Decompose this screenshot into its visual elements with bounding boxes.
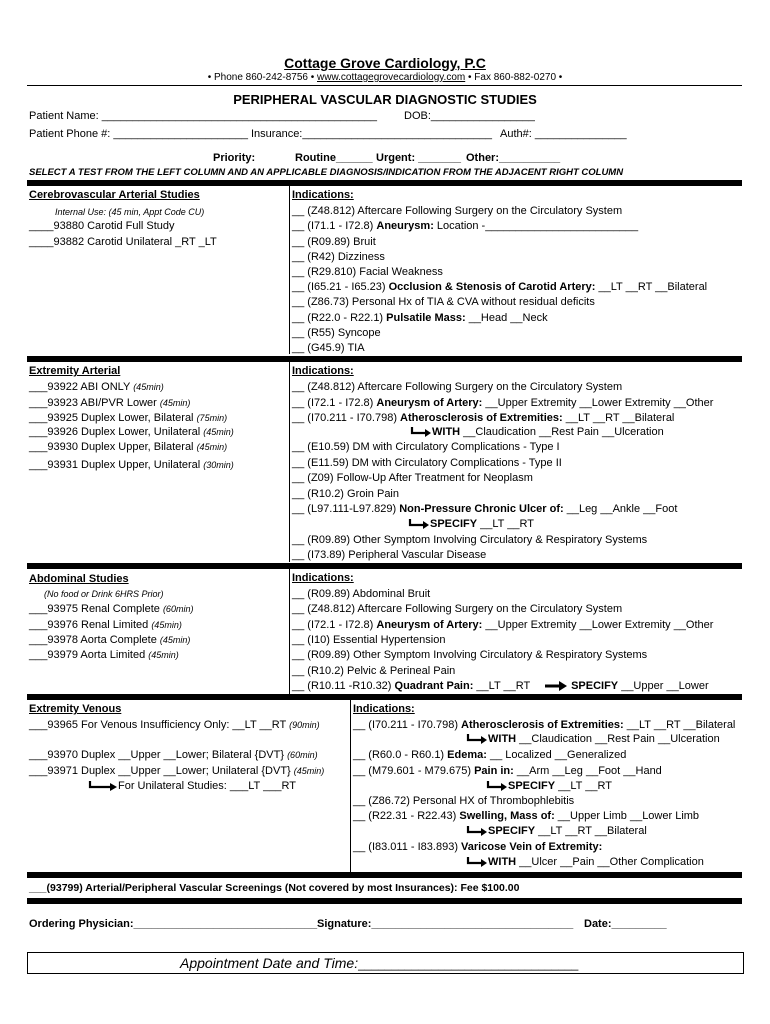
column-divider-cerebro (289, 186, 290, 354)
cerebro-ind-tia[interactable]: __ (G45.9) TIA (292, 342, 365, 354)
venous-ind-varicose[interactable] (353, 840, 602, 854)
test-93978-label: ___93978 Aorta Complete (29, 634, 160, 646)
cerebro-ind-mass-code: __ (R22.0 - R22.1) (292, 312, 387, 324)
venous-ind-varicose-with[interactable] (466, 855, 704, 869)
cerebro-ind-facial-weakness[interactable]: __ (R29.810) Facial Weakness (292, 266, 443, 278)
arterial-ind-with-options: __Claudication __Rest Pain __Ulceration (460, 426, 664, 438)
test-93979-label: ___93979 Aorta Limited (29, 649, 149, 661)
test-93931-label: ___93931 Duplex Upper, Unilateral (29, 459, 204, 471)
test-93971[interactable] (29, 764, 324, 778)
cerebro-ind-syncope[interactable]: __ (R55) Syncope (292, 327, 381, 339)
section-divider-top (27, 180, 742, 186)
abdominal-ind-quadrant-sides: __LT __RT (473, 680, 531, 692)
test-93923[interactable] (29, 396, 190, 410)
abdominal-ind-r0989[interactable]: __ (R09.89) Other Symptom Involving Circulatory & Respiratory Systems (292, 649, 648, 661)
venous-ind-athero-with[interactable] (466, 732, 720, 746)
arterial-heading: Extremity Arterial (29, 365, 121, 377)
test-93925-duration: (75min) (196, 413, 228, 423)
arterial-ind-aneurysm-code: __ (I72.1 - I72.8) (292, 397, 377, 409)
arterial-ind-athero-label: Atherosclerosis of Extremities: (400, 412, 563, 424)
abdominal-ind-quadrant-pain[interactable] (292, 679, 530, 693)
test-93965-duration: (90min) (289, 720, 320, 730)
abdominal-note: (No food or Drink 6HRS Prior) (44, 589, 164, 599)
cerebro-ind-occlusion[interactable] (292, 280, 707, 294)
abdominal-ind-aneurysm-options: __Upper Extremity __Lower Extremity __Other (482, 619, 714, 631)
abdominal-ind-aneurysm-code: __ (I72.1 - I72.8) (292, 619, 377, 631)
abdominal-ind-hypertension[interactable]: __ (I10) Essential Hypertension (292, 634, 446, 646)
arterial-ind-with-label: WITH (432, 426, 461, 438)
cerebro-ind-occlusion-label: Occlusion & Stenosis of Carotid Artery: (388, 281, 596, 293)
cerebro-ind-aneurysm-label: Aneurysm: (376, 220, 434, 232)
test-93970-duration: (60min) (287, 750, 318, 760)
cerebro-heading: Cerebrovascular Arterial Studies (29, 189, 200, 201)
cerebro-ind-mass-location: __Head __Neck (465, 312, 548, 324)
patient-phone-field[interactable]: Patient Phone #: ______________________ (29, 128, 248, 140)
venous-ind-edema-label: Edema: (447, 749, 487, 761)
abdominal-ind-specify-options: __Upper __Lower (618, 680, 709, 692)
test-93922-duration: (45min) (133, 382, 164, 392)
venous-ind-varicose-code: __ (I83.011 - I83.893) (353, 841, 462, 853)
test-93930-duration: (45min) (196, 442, 228, 452)
column-divider-abdominal (289, 569, 290, 694)
dob-field[interactable]: DOB:_________________ (404, 110, 535, 122)
venous-ind-swelling-options: __Upper Limb __Lower Limb (554, 810, 700, 822)
test-93880[interactable]: ____93880 Carotid Full Study (29, 220, 175, 232)
arterial-ind-specify-sides: __LT __RT (477, 518, 534, 530)
test-93971-unilateral[interactable] (88, 779, 296, 793)
test-93930-label: ___93930 Duplex Upper, Bilateral (29, 441, 197, 453)
patient-name-field[interactable]: Patient Name: _____________________________________________ (29, 110, 378, 122)
test-93965-label: ___93965 For Venous Insufficiency Only: __LT __RT (29, 719, 290, 731)
abdominal-ind-quadrant-specify[interactable] (544, 679, 709, 693)
arterial-ind-e1059[interactable]: __ (E10.59) DM with Circulatory Complications - Type I (292, 441, 560, 453)
cerebro-ind-pulsatile-mass[interactable] (292, 311, 548, 325)
arterial-ind-athero-code: __ (I70.211 - I70.798) (292, 412, 401, 424)
abdominal-ind-pelvic-pain[interactable]: __ (R10.2) Pelvic & Perineal Pain (292, 665, 456, 677)
column-divider-arterial (289, 362, 290, 562)
venous-ind-pain-code: __ (M79.601 - M79.675) (353, 765, 475, 777)
cerebro-ind-dizziness[interactable]: __ (R42) Dizziness (292, 251, 385, 263)
screening-93799[interactable]: ___(93799) Arterial/Peripheral Vascular Screenings (Not covered by most Insurances): Fee $100.00 (29, 882, 520, 894)
venous-ind-pain-specify-sides: __LT __RT (555, 780, 612, 792)
test-93971-unilateral-sides: For Unilateral Studies: ___LT ___RT (118, 780, 296, 792)
cerebro-ind-z48812[interactable]: __ (Z48.812) Aftercare Following Surgery on the Circulatory System (292, 205, 623, 217)
arterial-ind-specify-label: SPECIFY (430, 518, 478, 530)
arterial-ind-r0989[interactable]: __ (R09.89) Other Symptom Involving Circulatory & Respiratory Systems (292, 534, 648, 546)
venous-ind-varicose-with-label: WITH (488, 856, 517, 868)
venous-ind-swelling-specify[interactable] (466, 824, 647, 838)
abdominal-ind-quadrant-code: __ (R10.11 -R10.32) (292, 680, 395, 692)
section-divider-4 (27, 872, 742, 878)
test-93925-label: ___93925 Duplex Lower, Bilateral (29, 412, 197, 424)
cerebro-indications-heading: Indications: (292, 189, 354, 201)
venous-indications-heading: Indications: (353, 703, 415, 715)
venous-ind-athero-code: __ (I70.211 - I70.798) (353, 719, 462, 731)
priority-label: Priority: (213, 152, 256, 164)
test-93926-duration: (45min) (203, 427, 234, 437)
instruction-text: SELECT A TEST FROM THE LEFT COLUMN AND AN APPLICABLE DIAGNOSIS/INDICATION FROM THE ADJACENT RIGHT COLUMN (29, 167, 624, 178)
arterial-ind-ulcer-specify[interactable] (408, 517, 534, 531)
arterial-ind-ulcer-options: __Leg __Ankle __Foot (563, 503, 678, 515)
turn-arrow-icon (466, 857, 488, 867)
turn-arrow-icon (410, 427, 432, 437)
section-divider-2 (27, 563, 742, 569)
abdominal-ind-bruit[interactable]: __ (R09.89) Abdominal Bruit (292, 588, 431, 600)
venous-ind-thrombophlebitis[interactable]: __ (Z86.72) Personal HX of Thrombophlebitis (353, 795, 575, 807)
cerebro-ind-aneurysm-code: __ (I71.1 - I72.8) (292, 220, 377, 232)
venous-ind-varicose-with-options: __Ulcer __Pain __Other Complication (516, 856, 704, 868)
test-93975[interactable] (29, 602, 193, 616)
test-93931-duration: (30min) (203, 460, 234, 470)
signature-field[interactable]: Signature:_________________________________ (317, 918, 574, 930)
test-93978-duration: (45min) (159, 635, 191, 645)
form-subtitle: PERIPHERAL VASCULAR DIAGNOSTIC STUDIES (233, 92, 537, 107)
arterial-ind-e1159[interactable]: __ (E11.59) DM with Circulatory Complications - Type II (292, 457, 562, 469)
abdominal-ind-z48812[interactable]: __ (Z48.812) Aftercare Following Surgery on the Circulatory System (292, 603, 623, 615)
turn-arrow-icon (466, 826, 488, 836)
test-93975-label: ___93975 Renal Complete (29, 603, 163, 615)
arterial-ind-ulcer-label: Non-Pressure Chronic Ulcer of: (399, 503, 564, 515)
test-93971-label: ___93971 Duplex __Upper __Lower; Unilateral {DVT} (29, 765, 294, 777)
section-divider-bottom (27, 898, 742, 904)
venous-ind-athero-label: Atherosclerosis of Extremities: (461, 719, 624, 731)
abdominal-ind-aneurysm[interactable] (292, 618, 713, 632)
test-93970[interactable] (29, 748, 318, 762)
abdominal-ind-quadrant-label: Quadrant Pain: (394, 680, 474, 692)
header-rule (27, 85, 742, 86)
cerebro-ind-mass-label: Pulsatile Mass: (386, 312, 466, 324)
contact-line (0, 72, 770, 83)
arterial-indications-heading: Indications: (292, 365, 354, 377)
venous-ind-pain-options: __Arm __Leg __Foot __Hand (513, 765, 662, 777)
test-93926[interactable] (29, 425, 234, 439)
venous-ind-pain-specify[interactable] (486, 779, 612, 793)
abdominal-indications-heading: Indications: (292, 572, 354, 584)
arterial-ind-ulcer-code: __ (L97.111-L97.829) (292, 503, 400, 515)
test-93971-duration: (45min) (293, 766, 325, 776)
abdominal-ind-aneurysm-label: Aneurysm of Artery: (376, 619, 483, 631)
venous-ind-atherosclerosis[interactable] (353, 718, 735, 732)
venous-heading: Extremity Venous (29, 703, 122, 715)
test-93979-duration: (45min) (148, 650, 179, 660)
test-93978[interactable] (29, 633, 190, 647)
test-93882[interactable]: ____93882 Carotid Unilateral _RT _LT (29, 236, 217, 248)
arterial-ind-atherosclerosis[interactable] (292, 411, 674, 425)
arterial-ind-aneurysm-options: __Upper Extremity __Lower Extremity __Other (482, 397, 714, 409)
column-divider-venous (350, 700, 351, 872)
venous-ind-swelling[interactable] (353, 809, 699, 823)
turn-arrow-icon (408, 519, 430, 529)
test-93931[interactable] (29, 458, 234, 472)
insurance-field[interactable]: Insurance:_______________________________ (251, 128, 493, 140)
cerebro-ind-occlusion-sides: __LT __RT __Bilateral (595, 281, 708, 293)
fax-text: • Fax 860-882-0270 • (468, 72, 563, 83)
arterial-ind-athero-with[interactable] (410, 425, 664, 439)
priority-routine[interactable]: Routine______ (295, 152, 373, 164)
test-93926-label: ___93926 Duplex Lower, Unilateral (29, 426, 204, 438)
appointment-line: _________________________________ (358, 957, 579, 971)
test-93925[interactable] (29, 411, 227, 425)
test-93930[interactable] (29, 440, 227, 454)
test-93976-label: ___93976 Renal Limited (29, 619, 152, 631)
test-93976-duration: (45min) (151, 620, 182, 630)
ordering-physician-field[interactable]: Ordering Physician:______________________________ (29, 918, 318, 930)
test-93975-duration: (60min) (162, 604, 194, 614)
venous-ind-swelling-code: __ (R22.31 - R22.43) (353, 810, 460, 822)
appointment-field[interactable] (180, 955, 578, 971)
cerebro-ind-aneurysm[interactable] (292, 219, 638, 233)
test-93922-label: ___93922 ABI ONLY (29, 381, 134, 393)
venous-ind-edema-code: __ (R60.0 - R60.1) (353, 749, 448, 761)
venous-ind-edema-options: __ Localized __Generalized (486, 749, 627, 761)
priority-urgent[interactable]: Urgent: _______ (376, 152, 461, 164)
cerebro-internal-note: Internal Use: (45 min, Appt Code CU) (55, 207, 205, 217)
venous-ind-edema[interactable] (353, 748, 626, 762)
turn-arrow-icon (88, 781, 118, 791)
arterial-ind-z48812[interactable]: __ (Z48.812) Aftercare Following Surgery on the Circulatory System (292, 381, 623, 393)
date-field[interactable]: Date:_________ (584, 918, 667, 930)
clinic-title: Cottage Grove Cardiology, P.C (284, 55, 486, 71)
arterial-ind-pvd[interactable]: __ (I73.89) Peripheral Vascular Disease (292, 549, 487, 561)
venous-ind-athero-sides: __LT __RT __Bilateral (623, 719, 736, 731)
cerebro-ind-z8673[interactable]: __ (Z86.73) Personal Hx of TIA & CVA without residual deficits (292, 296, 595, 308)
test-93965[interactable] (29, 718, 320, 732)
venous-ind-pain-specify-label: SPECIFY (508, 780, 556, 792)
phone-text: • Phone 860-242-8756 • (207, 72, 315, 83)
venous-ind-swelling-label: Swelling, Mass of: (459, 810, 555, 822)
arterial-ind-aneurysm-label: Aneurysm of Artery: (376, 397, 483, 409)
priority-other[interactable]: Other:__________ (466, 152, 561, 164)
venous-ind-swelling-specify-sides: __LT __RT __Bilateral (535, 825, 647, 837)
test-93979[interactable] (29, 648, 179, 662)
venous-ind-swelling-specify-label: SPECIFY (488, 825, 536, 837)
cerebro-ind-occlusion-code: __ (I65.21 - I65.23) (292, 281, 389, 293)
venous-ind-pain[interactable] (353, 764, 662, 778)
arterial-ind-z09[interactable]: __ (Z09) Follow-Up After Treatment for Neoplasm (292, 472, 533, 484)
section-divider-3 (27, 694, 742, 700)
venous-ind-with-label: WITH (488, 733, 517, 745)
turn-arrow-icon (486, 781, 508, 791)
venous-ind-pain-label: Pain in: (474, 765, 514, 777)
test-93923-label: ___93923 ABI/PVR Lower (29, 397, 160, 409)
auth-field[interactable]: Auth#: _______________ (500, 128, 627, 140)
cerebro-ind-bruit[interactable]: __ (R09.89) Bruit (292, 236, 376, 248)
test-93970-label: ___93970 Duplex __Upper __Lower; Bilateral {DVT} (29, 749, 288, 761)
arterial-ind-ulcer[interactable] (292, 502, 677, 516)
test-93922[interactable] (29, 380, 164, 394)
turn-arrow-icon (466, 734, 488, 744)
arterial-ind-groin-pain[interactable]: __ (R10.2) Groin Pain (292, 488, 399, 500)
cerebro-ind-aneurysm-location: Location -_________________________ (433, 220, 639, 232)
venous-ind-varicose-label: Varicose Vein of Extremity: (461, 841, 603, 853)
appointment-label: Appointment Date and Time: (180, 955, 359, 971)
abdominal-ind-specify-label: SPECIFY (571, 680, 619, 692)
arterial-ind-athero-sides: __LT __RT __Bilateral (562, 412, 675, 424)
abdominal-heading: Abdominal Studies (29, 573, 129, 585)
right-arrow-icon (544, 681, 568, 691)
test-93923-duration: (45min) (159, 398, 191, 408)
website-link[interactable]: www.cottagegrovecardiology.com (317, 72, 466, 83)
test-93976[interactable] (29, 618, 182, 632)
arterial-ind-aneurysm[interactable] (292, 396, 713, 410)
venous-ind-with-options: __Claudication __Rest Pain __Ulceration (516, 733, 720, 745)
section-divider-1 (27, 356, 742, 362)
